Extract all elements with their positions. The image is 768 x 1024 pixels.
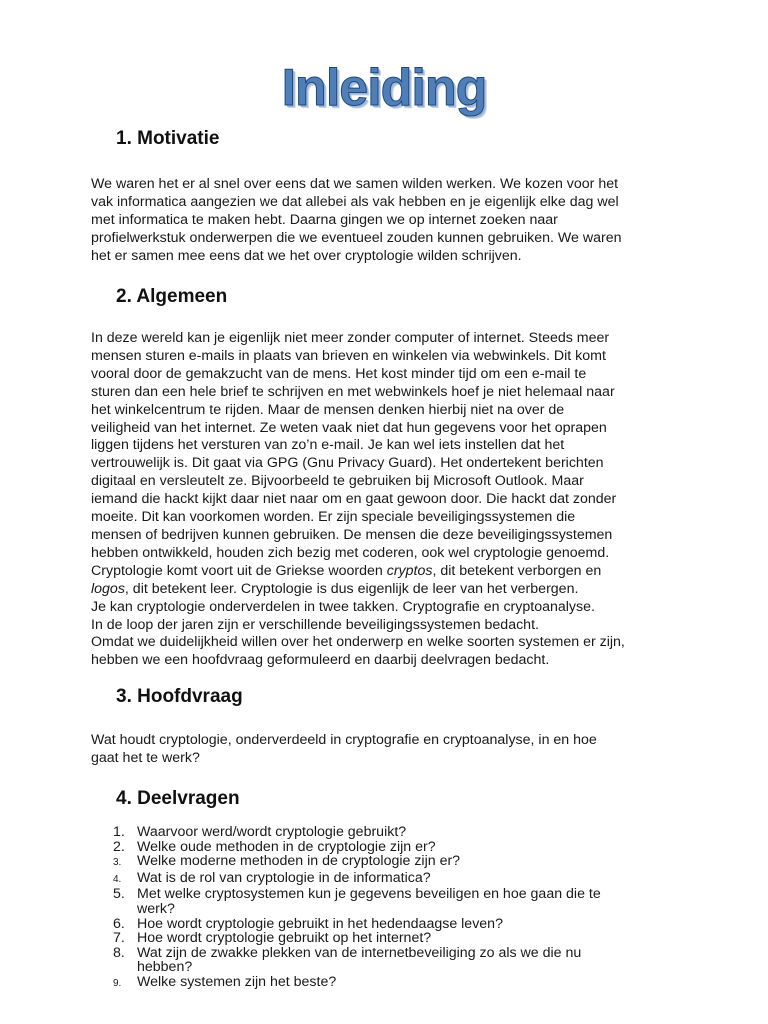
list-item <box>91 871 691 888</box>
paragraph-motivatie <box>91 176 691 266</box>
list-item-text: Hoe wordt cryptologie gebruikt in het hedendaagse leven? <box>137 915 503 932</box>
text-line: sturen dan een hele brief te schrijven en met webwinkels hoef je niet helemaal naar <box>91 383 615 400</box>
text-line: We waren het er al snel over eens dat we samen wilden werken. We kozen voor het <box>91 176 619 192</box>
paragraph-algemeen <box>91 330 691 670</box>
text-line: liggen tijdens het versturen van zo’n e-mail. Je kan wel iets instellen dat het <box>91 437 565 454</box>
text-line: met informatica te maken hebt. Daarna gingen we op internet zoeken naar <box>91 211 558 228</box>
list-item <box>91 854 691 871</box>
heading-deelvragen: 4. Deelvragen <box>116 788 240 809</box>
list-item-text: Welke moderne methoden in de cryptologie zijn er? <box>137 853 461 870</box>
list-item-text: Met welke cryptosystemen kun je gegevens beveiligen en hoe gaan die te <box>137 886 601 903</box>
list-number: 8. <box>113 944 125 961</box>
list-item-text: Welke systemen zijn het beste? <box>137 973 337 990</box>
text-line: Je kan cryptologie onderverdelen in twee takken. Cryptografie en cryptoanalyse. <box>91 598 595 615</box>
text-line: vertrouwelijk is. Dit gaat via GPG (Gnu Privacy Guard). Het ondertekent berichten <box>91 455 604 472</box>
text-segment: Cryptologie komt voort uit de Griekse woorden <box>91 562 387 579</box>
text-line: digitaal en versleutelt ze. Bijvoorbeeld te gebruiken bij Microsoft Outlook. Maar <box>91 473 584 490</box>
italic-term-cryptos: cryptos <box>386 562 433 579</box>
text-segment: , dit betekent leer. Cryptologie is dus eigenlijk de leer van het verbergen. <box>124 580 579 597</box>
text-line: hebben ontwikkeld, houden zich bezig met coderen, ook wel cryptologie genoemd. <box>91 544 610 561</box>
list-item <box>91 931 691 946</box>
list-item-text: Welke oude methoden in de cryptologie zijn er? <box>137 838 436 855</box>
text-line: Omdat we duidelijkheid willen over het onderwerp en welke soorten systemen er zijn, <box>91 634 625 651</box>
text-line: iemand die hackt kijkt daar niet naar om en gaat gewoon door. Die hackt dat zonder <box>91 491 617 508</box>
text-line-logos <box>91 581 691 599</box>
list-number: 7. <box>113 930 125 947</box>
text-line: mensen sturen e-mails in plaats van brieven en winkelen via webwinkels. Dit komt <box>91 347 606 364</box>
list-item <box>91 946 691 975</box>
text-line: In deze wereld kan je eigenlijk niet meer zonder computer of internet. Steeds meer <box>91 330 610 346</box>
list-item <box>91 840 691 855</box>
text-line: Wat houdt cryptologie, onderverdeeld in cryptografie en cryptoanalyse, in en hoe <box>91 732 597 748</box>
heading-hoofdvraag: 3. Hoofdvraag <box>116 686 243 707</box>
list-item <box>91 975 691 992</box>
list-number: 9. <box>113 977 122 989</box>
text-line-cryptos <box>91 563 691 581</box>
list-number: 3. <box>113 857 122 869</box>
text-line: In de loop der jaren zijn er verschillende beveiligingssystemen bedacht. <box>91 616 539 633</box>
list-item-text: werk? <box>137 900 175 917</box>
list-number: 4. <box>113 873 122 885</box>
list-number: 6. <box>113 915 125 932</box>
list-item-text: hebben? <box>137 959 193 976</box>
list-number: 2. <box>113 838 125 855</box>
text-line: veiligheid van het internet. Ze weten vaak niet dat hun gegevens voor het oprapen <box>91 419 607 436</box>
list-item <box>91 825 691 840</box>
italic-term-logos: logos <box>91 580 125 597</box>
deelvragen-list <box>91 825 691 992</box>
text-line: profielwerkstuk onderwerpen die we eventueel zouden kunnen gebruiken. We waren <box>91 229 622 246</box>
text-line: vooral door de gemakzucht van de mens. Het kost minder tijd om een e-mail te <box>91 365 587 382</box>
text-line: vak informatica aangezien we dat allebei als vak hebben en je eigenlijk elke dag wel <box>91 193 619 210</box>
paragraph-hoofdvraag <box>91 732 691 768</box>
page-title: Inleiding <box>281 59 487 117</box>
text-line: het winkelcentrum te rijden. Maar de mensen denken hierbij niet na over de <box>91 401 565 418</box>
list-item-text: Wat zijn de zwakke plekken van de internetbeveiliging zo als we die nu <box>137 944 582 961</box>
text-line: mensen of bedrijven kunnen gebruiken. De mensen die deze beveiligingssystemen <box>91 526 613 543</box>
text-line: gaat het te werk? <box>91 749 200 766</box>
list-item-text: Hoe wordt cryptologie gebruikt op het internet? <box>137 930 432 947</box>
text-line: het er samen mee eens dat we het over cryptologie wilden schrijven. <box>91 247 522 264</box>
text-line: moeite. Dit kan voorkomen worden. Er zijn speciale beveiligingssystemen die <box>91 509 576 526</box>
text-segment: , dit betekent verborgen en <box>432 562 602 579</box>
list-item <box>91 887 691 916</box>
heading-algemeen: 2. Algemeen <box>116 286 228 307</box>
list-item-text: Wat is de rol van cryptologie in de informatica? <box>137 869 431 886</box>
heading-motivatie: 1. Motivatie <box>116 128 220 149</box>
list-number: 5. <box>113 886 125 903</box>
list-item <box>91 917 691 932</box>
list-item-text: Waarvoor werd/wordt cryptologie gebruikt? <box>137 824 407 840</box>
list-number: 1. <box>113 824 125 840</box>
text-line: hebben we een hoofdvraag geformuleerd en daarbij deelvragen bedacht. <box>91 652 550 669</box>
